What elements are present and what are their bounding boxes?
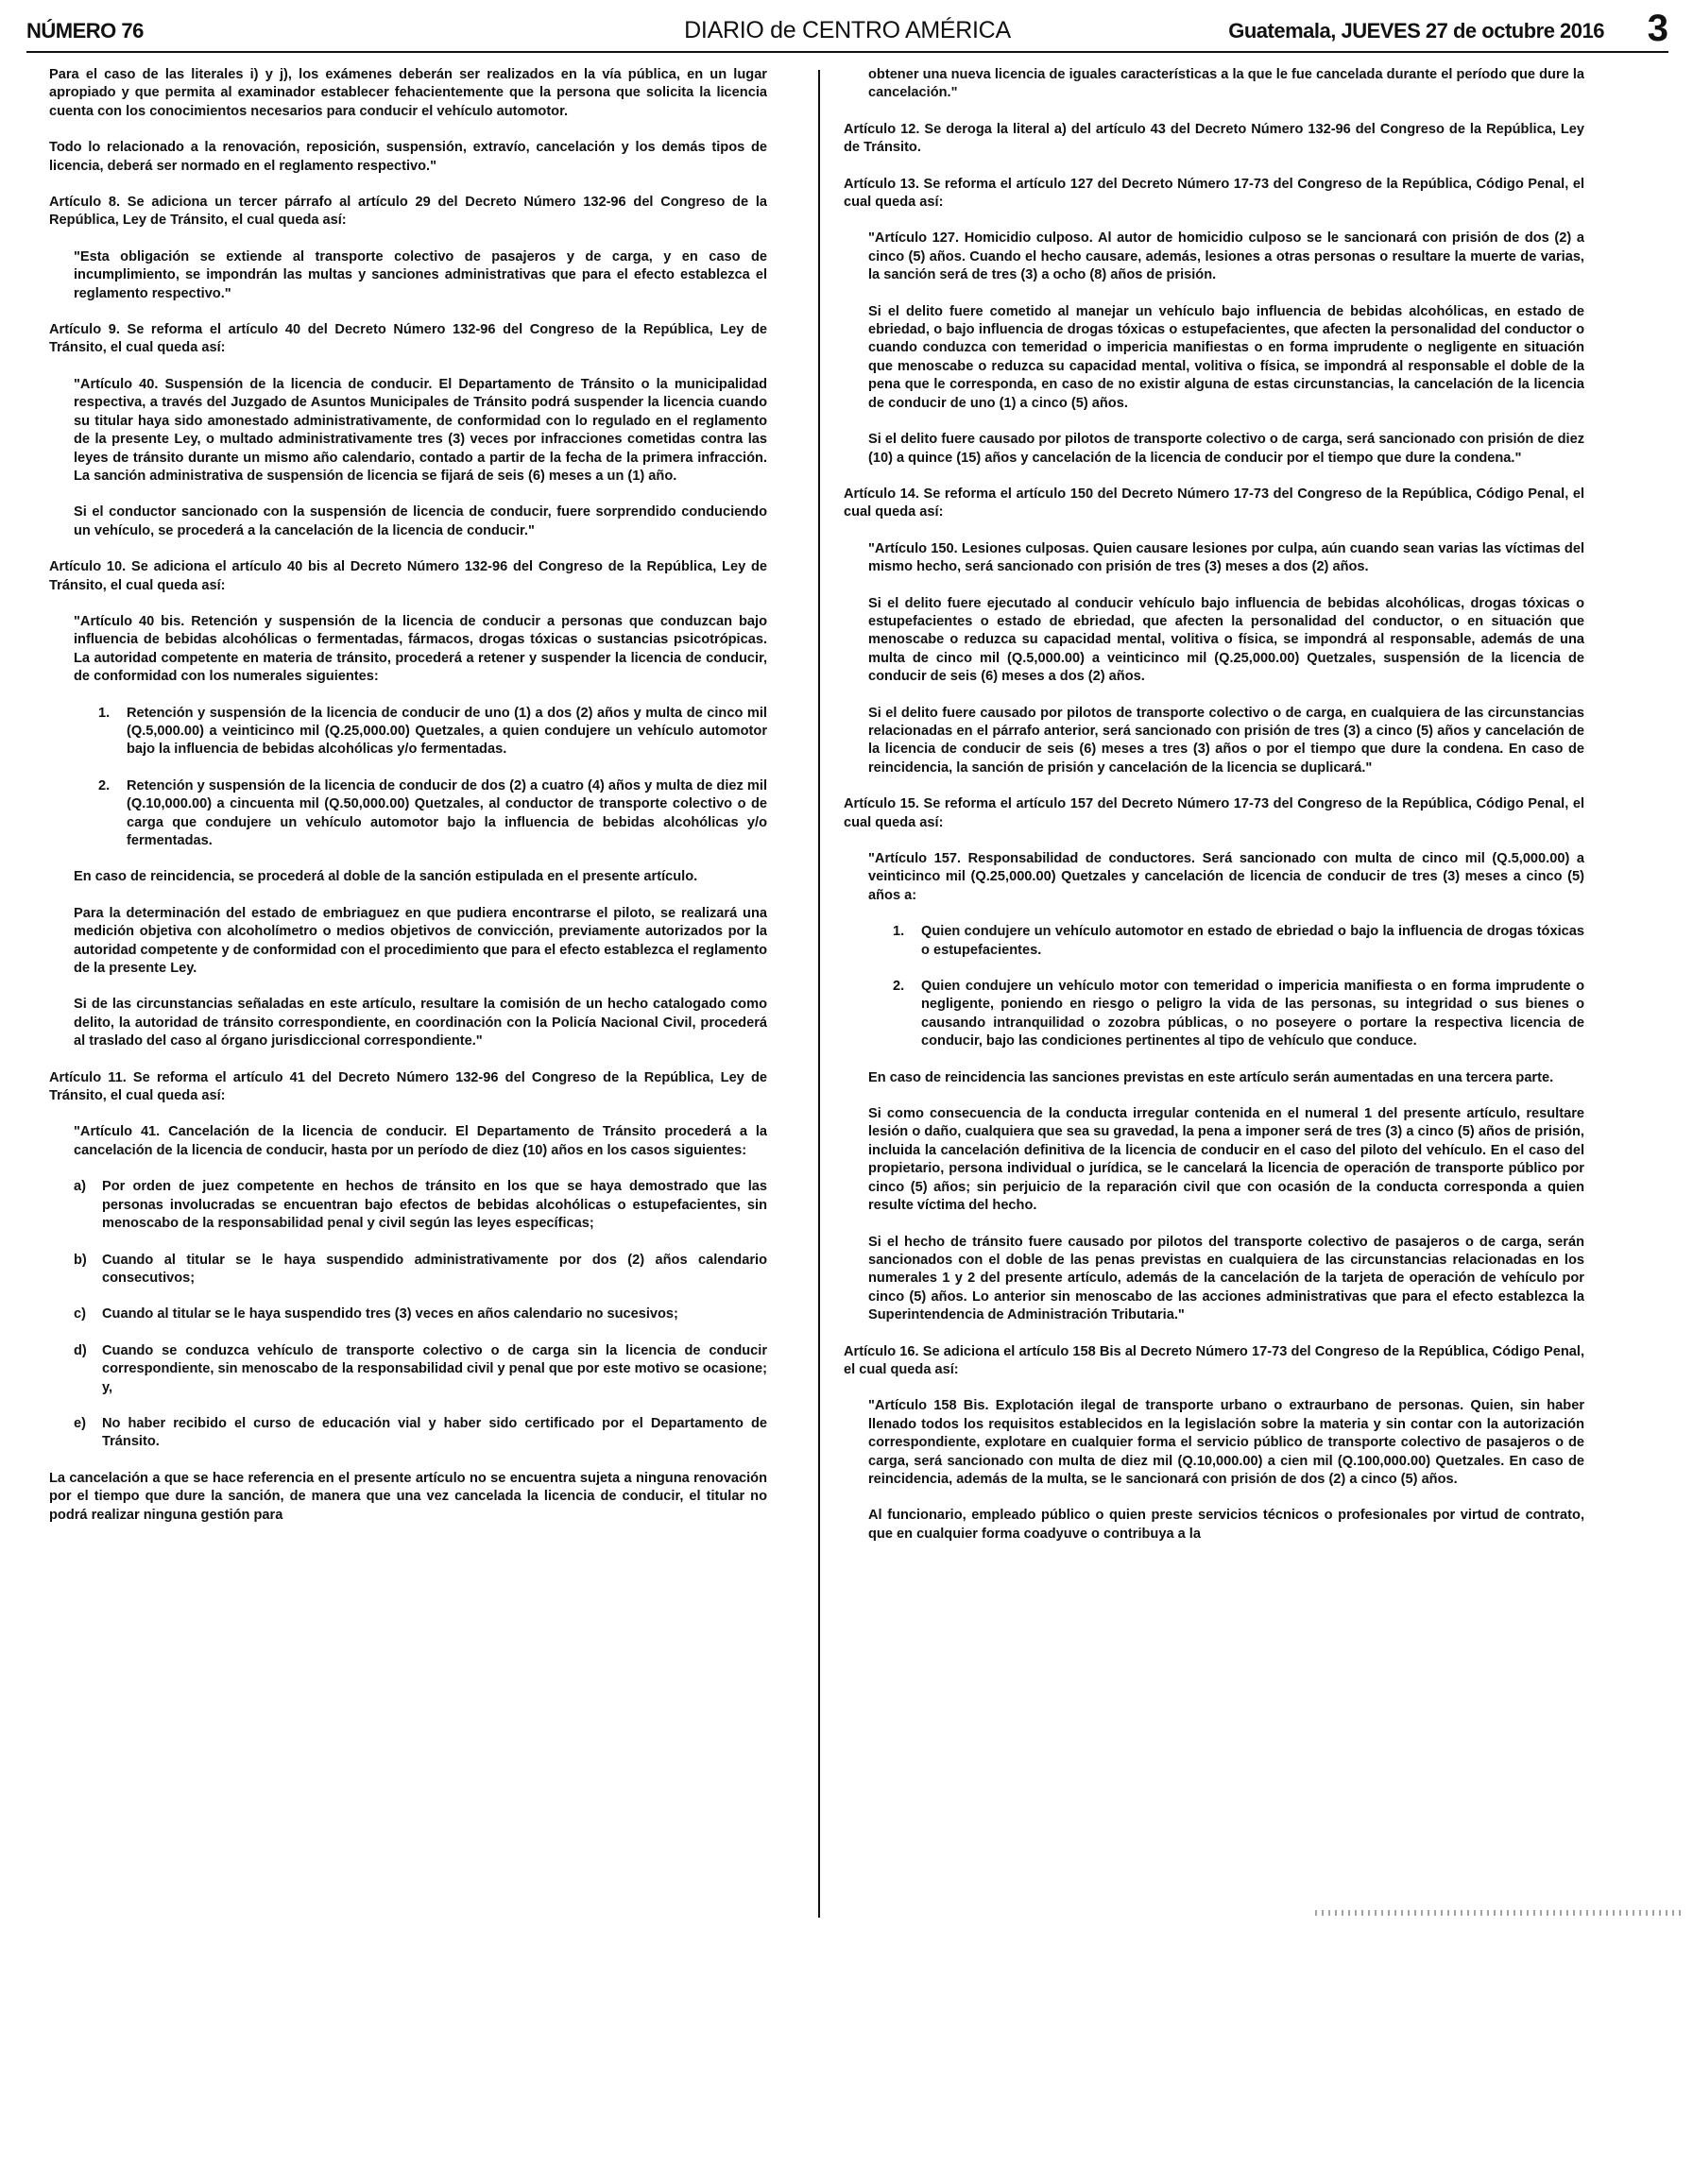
article-16-heading: Artículo 16. Se adiciona el artículo 158 Bis al Decreto Número 17-73 del Congreso de la República, Código Penal, el cual queda así: (844, 1343, 1584, 1377)
article-158bis-body: Quien, sin haber llenado todos los requisitos establecidos en la legislación sobre la materia y sin contar con la autorización correspondiente, explotare en cualquier forma el servicio público de transporte colectivo de pasajeros o de carga, será sancionado con multa de diez mil (Q.10,000.00) a cien mil (Q.100,000.00) Quetzales. En caso de reincidencia, además de la multa, se le sancionará con prisión de dos (2) a cinco (5) años. (868, 1398, 1584, 1487)
list-marker: 1. (98, 705, 111, 721)
article-150-paragraph: Si el delito fuere ejecutado al conducir vehículo bajo influencia de bebidas alcohólicas, drogas tóxicas o estupefacientes o estado de ebriedad, que afecten la personalidad del conductor, o en situación que menoscabe o reduzca su capacidad mental, volitiva o física, se impondrá al responsable, además de una multa de cinco mil (Q.5,000.00) a veinticinco mil (Q.25,000.00) Quetzales, suspensión de la licencia de conducir de seis (6) meses a dos (2) años. (868, 595, 1584, 685)
list-marker: a) (74, 1179, 86, 1195)
list-text: Cuando se conduzca vehículo de transporte colectivo o de carga sin la licencia de conducir correspondiente, sin menoscabo de la responsabilidad civil y penal que por este motivo se ocasione; y, (102, 1342, 767, 1395)
article-9-heading: Artículo 9. Se reforma el artículo 40 del Decreto Número 132-96 del Congreso de la República, Ley de Tránsito, el cual queda así: (49, 322, 767, 356)
article-127-paragraph: Si el delito fuere causado por pilotos de transporte colectivo o de carga, será sancionado con prisión de diez (10) a quince (15) años y cancelación de la licencia de conducir por el tiempo que dure la condena." (868, 432, 1584, 466)
article-157-text (868, 850, 1584, 905)
list-item (74, 1252, 767, 1288)
article-157-title: "Artículo 157. Responsabilidad de conductores. (868, 851, 1196, 866)
paragraph: La cancelación a que se hace referencia en el presente artículo no se encuentra sujeta a ninguna renovación por el tiempo que dure la sanción, de manera que una vez cancelada la licencia de conducir, el titular no podrá realizar ninguna gestión para (49, 1470, 767, 1523)
article-10-heading: Artículo 10. Se adiciona el artículo 40 bis al Decreto Número 132-96 del Congreso de la República, Ley de Tránsito, el cual queda así: (49, 559, 767, 593)
article-150-paragraph: Si el delito fuere causado por pilotos de transporte colectivo o de carga, en cualquiera de las circunstancias relacionadas en el párrafo anterior, será sancionado con prisión de tres (3) a cinco (5) años y cancelación de la licencia de conducir de seis (6) meses a tres (3) años o por el tiempo que dure la condena. En caso de reincidencia, la sanción de prisión y cancelación de la licencia se duplicará." (868, 705, 1584, 776)
column-divider (818, 70, 820, 1918)
list-text: Retención y suspensión de la licencia de conducir de uno (1) a dos (2) años y multa de cinco mil (Q.5,000.00) a veinticinco mil (Q.25,000.00) Quetzales, a quien condujere un vehículo automotor bajo la influencia de bebidas alcohólicas y/o fermentadas. (127, 705, 767, 758)
article-41-body: El Departamento de Tránsito procederá a la cancelación de la licencia de conducir, hasta por un período de diez (10) años en los casos siguientes: (74, 1124, 767, 1158)
newspaper-header (26, 8, 1668, 53)
list-item (74, 1415, 767, 1452)
article-150-text (868, 540, 1584, 577)
article-40bis-paragraph: Para la determinación del estado de embriaguez en que pudiera encontrarse el piloto, se realizará una medición objetiva con alcoholímetro o medios objetivos de convicción, previamente autorizados por la autoridad competente y de conformidad con el procedimiento que para el efecto establezca el reglamento de la presente Ley. (74, 905, 767, 977)
article-15-heading: Artículo 15. Se reforma el artículo 157 del Decreto Número 17-73 del Congreso de la República, Código Penal, el cual queda así: (844, 796, 1584, 830)
paragraph: Todo lo relacionado a la renovación, reposición, suspensión, extravío, cancelación y los demás tipos de licencia, deberá ser normado en el reglamento respectivo." (49, 140, 767, 174)
article-8-heading: Artículo 8. Se adiciona un tercer párrafo al artículo 29 del Decreto Número 132-96 del Congreso de la República, Ley de Tránsito, el cual queda así: (49, 195, 767, 229)
list-item (74, 1342, 767, 1397)
article-40bis-title: "Artículo 40 bis. Retención y suspensión de la licencia de conducir a personas que conduzcan bajo influencia de bebidas alcohólicas o fermentadas, fármacos, drogas tóxicas o sustancias psicotrópicas. (74, 613, 767, 648)
list-marker: b) (74, 1252, 87, 1268)
article-157-paragraph: Si el hecho de tránsito fuere causado por pilotos del transporte colectivo de pasajeros o de carga, serán sancionados con el doble de las penas previstas en cualquiera de las circunstancias relacionadas en los numerales 1 y 2 del presente artículo, además de la cancelación de la tarjeta de operación de vehículo por cinco (5) años. Lo anterior sin menoscabo de las acciones administrativas que para el efecto establezca la Superintendencia de Administración Tributaria." (868, 1234, 1584, 1323)
list-text: Cuando al titular se le haya suspendido administrativamente por dos (2) años calendario consecutivos; (102, 1252, 767, 1286)
newspaper-title: DIARIO de CENTRO AMÉRICA (684, 17, 1011, 43)
article-41-title: "Artículo 41. Cancelación de la licencia de conducir. (74, 1124, 448, 1140)
article-157-paragraph: Si como consecuencia de la conducta irregular contenida en el numeral 1 del presente artículo, resultare lesión o daño, cualquiera que sea su gravedad, la pena a imponer será de tres (3) a cinco (5) años de prisión, incluida la cancelación definitiva de la licencia de conducir en el caso del piloto del vehículo. En el caso del propietario, persona individual o jurídica, se le cancelará la licencia de operación de transporte público por cinco (5) años; sin perjuicio de la reparación civil que con ocasión de la conducta corresponda a quien resulte víctima del hecho. (868, 1106, 1584, 1214)
article-127-paragraph: Si el delito fuere cometido al manejar un vehículo bajo influencia de bebidas alcohólicas, en estado de ebriedad, o bajo influencia de drogas tóxicas o estupefacientes, que afecten la personalidad del conductor o cuando conduzca con temeridad o impericia manifiestas o en forma imprudente o negligente en situación que menoscabe o reduzca su capacidad mental, volitiva o física, se impondrá al responsable el doble de la pena que le corresponda, en caso de no existir alguna de estas circunstancias, la cancelación de la licencia de conducir de uno (1) a cinco (5) años. (868, 303, 1584, 411)
article-127-text (868, 230, 1584, 284)
article-150-title: "Artículo 150. Lesiones culposas. (868, 540, 1089, 556)
scan-artifact (1315, 1910, 1684, 1916)
list-item (98, 777, 767, 851)
article-127-body: Al autor de homicidio culposo se le sancionará con prisión de dos (2) a cinco (5) años. Cuando el hecho causare, además, lesiones a otras personas o resultare la muerte de varias, la sanción será de tres (3) a ocho (8) años de prisión. (868, 230, 1584, 283)
page-number: 3 (1647, 8, 1668, 49)
article-13-heading: Artículo 13. Se reforma el artículo 127 del Decreto Número 17-73 del Congreso de la República, Código Penal, el cual queda así: (844, 176, 1584, 211)
article-40-title: "Artículo 40. Suspensión de la licencia de conducir. (74, 376, 433, 392)
list-text: Cuando al titular se le haya suspendido tres (3) veces en años calendario no sucesivos; (102, 1306, 678, 1322)
article-41-text (74, 1123, 767, 1160)
article-11-heading: Artículo 11. Se reforma el artículo 41 del Decreto Número 132-96 del Congreso de la República, Ley de Tránsito, el cual queda así: (49, 1069, 767, 1104)
list-text: Quien condujere un vehículo automotor en estado de ebriedad o bajo la influencia de drogas tóxicas o estupefacientes. (921, 924, 1584, 958)
list-text: No haber recibido el curso de educación vial y haber sido certificado por el Departamento de Tránsito. (102, 1415, 767, 1450)
article-158bis-paragraph: Al funcionario, empleado público o quien preste servicios técnicos o profesionales por virtud de contrato, que en cualquier forma coadyuve o contribuya a la (868, 1508, 1584, 1542)
list-marker: 2. (893, 979, 905, 995)
article-127-title: "Artículo 127. Homicidio culposo. (868, 230, 1093, 247)
list-item (893, 923, 1584, 960)
left-column (49, 66, 767, 2154)
article-8-quote: "Esta obligación se extiende al transporte colectivo de pasajeros y de carga, y en caso de incumplimiento, se impondrán las multas y sanciones administrativas que para el efecto establezca el reglamento respectivo." (74, 248, 767, 301)
list-item (893, 978, 1584, 1051)
article-40bis-paragraph: Si de las circunstancias señaladas en este artículo, resultare la comisión de un hecho catalogado como delito, la autoridad de tránsito correspondiente, en coordinación con la Policía Nacional Civil, procederá al traslado del caso al órgano jurisdiccional correspondiente." (74, 997, 767, 1049)
article-40-paragraph: Si el conductor sancionado con la suspensión de licencia de conducir, fuere sorprendido conduciendo un vehículo, se procederá a la cancelación de la licencia de conducir." (74, 504, 767, 538)
list-marker: 1. (893, 924, 905, 940)
issue-date: Guatemala, JUEVES 27 de octubre 2016 (1228, 19, 1604, 43)
article-40-text (74, 376, 767, 486)
paragraph: Para el caso de las literales i) y j), los exámenes deberán ser realizados en la vía pública, en un lugar apropiado y que permita al examinador establecer fehacientemente que la persona que solicita la licencia cuenta con los conocimientos necesarios para conducir el vehículo automotor. (49, 67, 767, 119)
list-text: Por orden de juez competente en hechos de tránsito en los que se haya demostrado que las personas involucradas se encuentran bajo efectos de bebidas alcohólicas o estupefacientes, sin menoscabo de la responsabilidad penal y civil según las leyes específicas; (102, 1179, 767, 1232)
list-marker: d) (74, 1342, 87, 1358)
list-item (98, 705, 767, 759)
list-marker: 2. (98, 777, 111, 793)
list-item (74, 1178, 767, 1233)
continued-paragraph: obtener una nueva licencia de iguales características a la que le fue cancelada durante el período que dure la cancelación." (868, 67, 1584, 101)
right-column (844, 66, 1584, 2154)
article-40bis-paragraph: En caso de reincidencia, se procederá al doble de la sanción estipulada en el presente artículo. (74, 869, 698, 885)
article-12-heading: Artículo 12. Se deroga la literal a) del artículo 43 del Decreto Número 132-96 del Congreso de la República, Ley de Tránsito. (844, 121, 1584, 156)
article-158bis-title: "Artículo 158 Bis. Explotación ilegal de transporte urbano o extraurbano de personas. (868, 1398, 1464, 1414)
article-40bis-body: La autoridad competente en materia de tránsito, procederá a retener y suspender la licencia de conducir, de conformidad con los numerales siguientes: (74, 650, 767, 685)
article-158bis-text (868, 1397, 1584, 1489)
list-item (74, 1305, 767, 1323)
article-157-paragraph: En caso de reincidencia las sanciones previstas en este artículo serán aumentadas en una tercera parte. (868, 1069, 1554, 1085)
article-40bis-text (74, 613, 767, 687)
list-marker: e) (74, 1415, 86, 1431)
issue-number: NÚMERO 76 (26, 19, 144, 43)
article-40-body: El Departamento de Tránsito o la municipalidad respectiva, a través del Juzgado de Asuntos Municipales de Tránsito podrá suspender la licencia cuando su titular haya sido amonestado administrativamente, de conformidad con lo regulado en el reglamento de la presente Ley, o multado administrativamente tres (3) veces por infracciones cometidas contra las leyes de tránsito durante un mismo año calendario, contado a partir de la fecha de la primera infracción. La sanción administrativa de suspensión de licencia se fijará de seis (6) meses a un (1) año. (74, 376, 767, 484)
list-text: Retención y suspensión de la licencia de conducir de dos (2) a cuatro (4) años y multa de diez mil (Q.10,000.00) a cincuenta mil (Q.50,000.00) Quetzales, al conductor de transporte colectivo o de carga que condujere un vehículo automotor bajo la influencia de bebidas alcohólicas y/o fermentadas. (127, 777, 767, 848)
article-157-body: Será sancionado con multa de cinco mil (Q.5,000.00) a veinticinco mil (Q.25,000.00) Quetzales y cancelación de licencia de conducir de tres (3) meses a cinco (5) años a: (868, 851, 1584, 903)
list-marker: c) (74, 1306, 86, 1322)
article-150-body: Quien causare lesiones por culpa, aún cuando sean varias las víctimas del mismo hecho, será sancionado con prisión de tres (3) meses a dos (2) años. (868, 540, 1584, 575)
article-14-heading: Artículo 14. Se reforma el artículo 150 del Decreto Número 17-73 del Congreso de la República, Código Penal, el cual queda así: (844, 486, 1584, 520)
list-text: Quien condujere un vehículo motor con temeridad o impericia manifiesta o en forma imprudente o negligente, poniendo en riesgo o peligro la vida de las personas, su integridad o sus bienes o causando intranquilidad o zozobra públicas, o no poseyere o portare la respectiva licencia de conducir, bajo las condiciones pertinentes al tipo de vehículo que conduce. (921, 979, 1584, 1049)
